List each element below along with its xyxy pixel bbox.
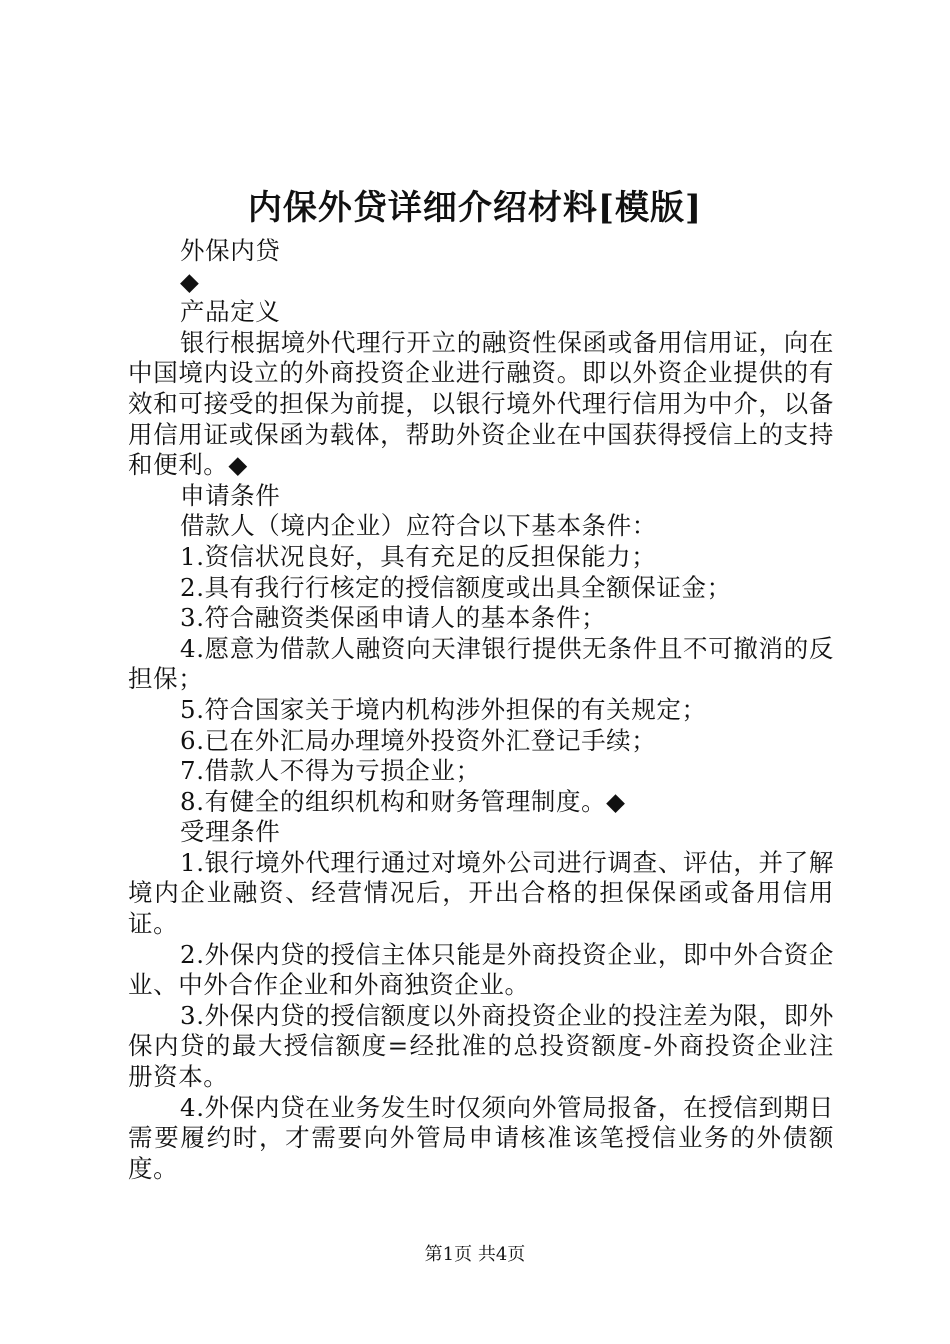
paragraph: 申请条件 xyxy=(180,480,281,510)
paragraph: 2.具有我行行核定的授信额度或出具全额保证金； xyxy=(180,572,732,602)
paragraph: 8.有健全的组织机构和财务管理制度。◆ xyxy=(180,786,626,816)
paragraph: 借款人（境内企业）应符合以下基本条件： xyxy=(180,511,657,541)
paragraph: 4.外保内贷在业务发生时仅须向外管局报备，在授信到期日需要履约时，才需要向外管局申请核准该笔授信业务的外债额度。 xyxy=(128,1092,834,1183)
document-title: 内保外贷详细介绍材料[模版] xyxy=(247,188,703,228)
paragraph: 4.愿意为借款人融资向天津银行提供无条件且不可撤消的反担保； xyxy=(128,633,834,694)
paragraph: 外保内贷 xyxy=(180,236,281,265)
paragraph: 受理条件 xyxy=(180,817,281,847)
paragraph: 1.银行境外代理行通过对境外公司进行调查、评估，并了解境内企业融资、经营情况后，开出合格的担保保函或备用信用证。 xyxy=(128,847,834,939)
paragraph: 3.符合融资类保函申请人的基本条件； xyxy=(180,603,607,633)
paragraph: 2.外保内贷的授信主体只能是外商投资企业，即中外合资企业、中外合作企业和外商独资企业。 xyxy=(128,939,834,1000)
document-body xyxy=(128,236,834,1184)
paragraph: 6.已在外汇局办理境外投资外汇登记手续； xyxy=(180,725,657,755)
paragraph: 7.借款人不得为亏损企业； xyxy=(180,756,481,786)
paragraph: 3.外保内贷的授信额度以外商投资企业的投注差为限，即外保内贷的最大授信额度=经批准的总投资额度-外商投资企业注册资本。 xyxy=(128,1000,834,1092)
page-footer: 第1页 共4页 xyxy=(424,1244,526,1265)
paragraph: 1.资信状况良好，具有充足的反担保能力； xyxy=(180,541,657,571)
paragraph: 银行根据境外代理行开立的融资性保函或备用信用证，向在中国境内设立的外商投资企业进行融资。即以外资企业提供的有效和可接受的担保为前提，以银行境外代理行信用为中介，以备用信用证或保函为载体，帮助外资企业在中国获得授信上的支持和便利。◆ xyxy=(128,327,834,480)
paragraph: 产品定义 xyxy=(180,297,281,327)
paragraph: 5.符合国家关于境内机构涉外担保的有关规定； xyxy=(180,694,707,724)
paragraph: ◆ xyxy=(180,266,200,296)
